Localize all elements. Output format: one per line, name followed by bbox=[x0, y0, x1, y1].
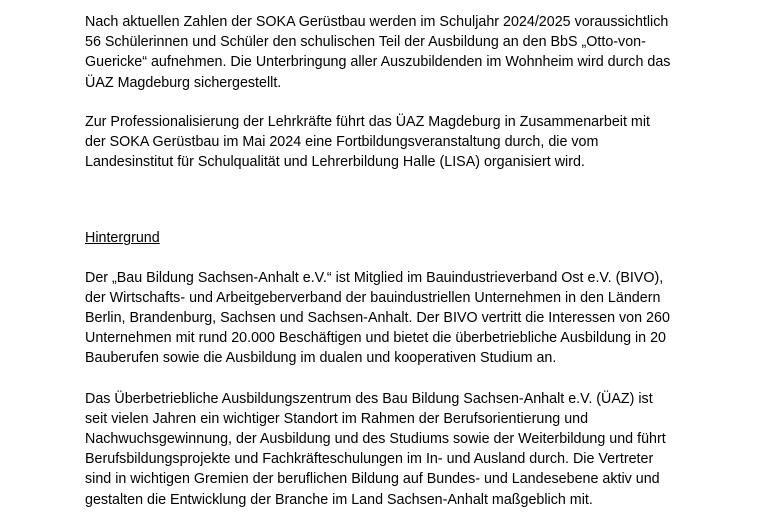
text-line: ÜAZ Magdeburg sichergestellt. bbox=[85, 74, 282, 91]
text-line: Das Überbetriebliche Ausbildungszentrum des Bau Bildung Sachsen-Anhalt e.V. (ÜAZ) ist bbox=[85, 390, 653, 407]
text-line: Der „Bau Bildung Sachsen-Anhalt e.V.“ ist Mitglied im Bauindustrieverband Ost e.V. (BIVO), bbox=[85, 269, 664, 286]
text-line: gestalten die Entwicklung der Branche im Land Sachsen-Anhalt maßgeblich mit. bbox=[85, 491, 593, 508]
text-line: seit vielen Jahren ein wichtiger Standort im Rahmen der Berufsorientierung und bbox=[85, 410, 589, 427]
text-line: Nachwuchsgewinnung, der Ausbildung und des Studiums sowie der Weiterbildung und führt bbox=[85, 431, 666, 448]
paragraph-uaz bbox=[85, 389, 705, 510]
text-line: 56 Schülerinnen und Schüler den schulischen Teil der Ausbildung an den BbS „Otto-von- bbox=[85, 34, 646, 51]
text-line: Landesinstitut für Schulqualität und Lehrerbildung Halle (LISA) organisiert wird. bbox=[85, 154, 585, 171]
text-line: Berlin, Brandenburg, Sachsen und Sachsen-Anhalt. Der BIVO vertritt die Interessen von 260 bbox=[85, 310, 670, 327]
text-line: Zur Professionalisierung der Lehrkräfte führt das ÜAZ Magdeburg in Zusammenarbeit mit bbox=[85, 113, 650, 130]
text-line: Guericke“ aufnehmen. Die Unterbringung aller Auszubildenden im Wohnheim wird durch das bbox=[85, 54, 671, 71]
text-line: Nach aktuellen Zahlen der SOKA Gerüstbau werden im Schuljahr 2024/2025 voraussichtlich bbox=[85, 14, 669, 30]
text-line: Berufsbildungsprojekte und Fachkräfteschulungen im In- und Ausland durch. Die Vertreter bbox=[85, 451, 654, 468]
paragraph-bivo bbox=[85, 268, 705, 369]
text-line: Bauberufen sowie die Ausbildung im dualen und kooperativen Studium an. bbox=[85, 350, 557, 367]
text-line: Unternehmen mit rund 20.000 Beschäftigen und bietet die überbetriebliche Ausbildung in 20 bbox=[85, 330, 667, 347]
paragraph-enrollment bbox=[85, 12, 705, 93]
section-heading: Hintergrund bbox=[85, 230, 160, 247]
text-line: der Wirtschafts- und Arbeitgeberverband der bauindustriellen Unternehmen in den Ländern bbox=[85, 289, 661, 306]
paragraph-training bbox=[85, 112, 705, 173]
document-page bbox=[85, 12, 705, 510]
text-line: sind in wichtigen Gremien der beruflichen Bildung auf Bundes- und Landesebene aktiv und bbox=[85, 471, 660, 488]
text-line: der SOKA Gerüstbau im Mai 2024 eine Fortbildungsveranstaltung durch, die vom bbox=[85, 134, 599, 151]
